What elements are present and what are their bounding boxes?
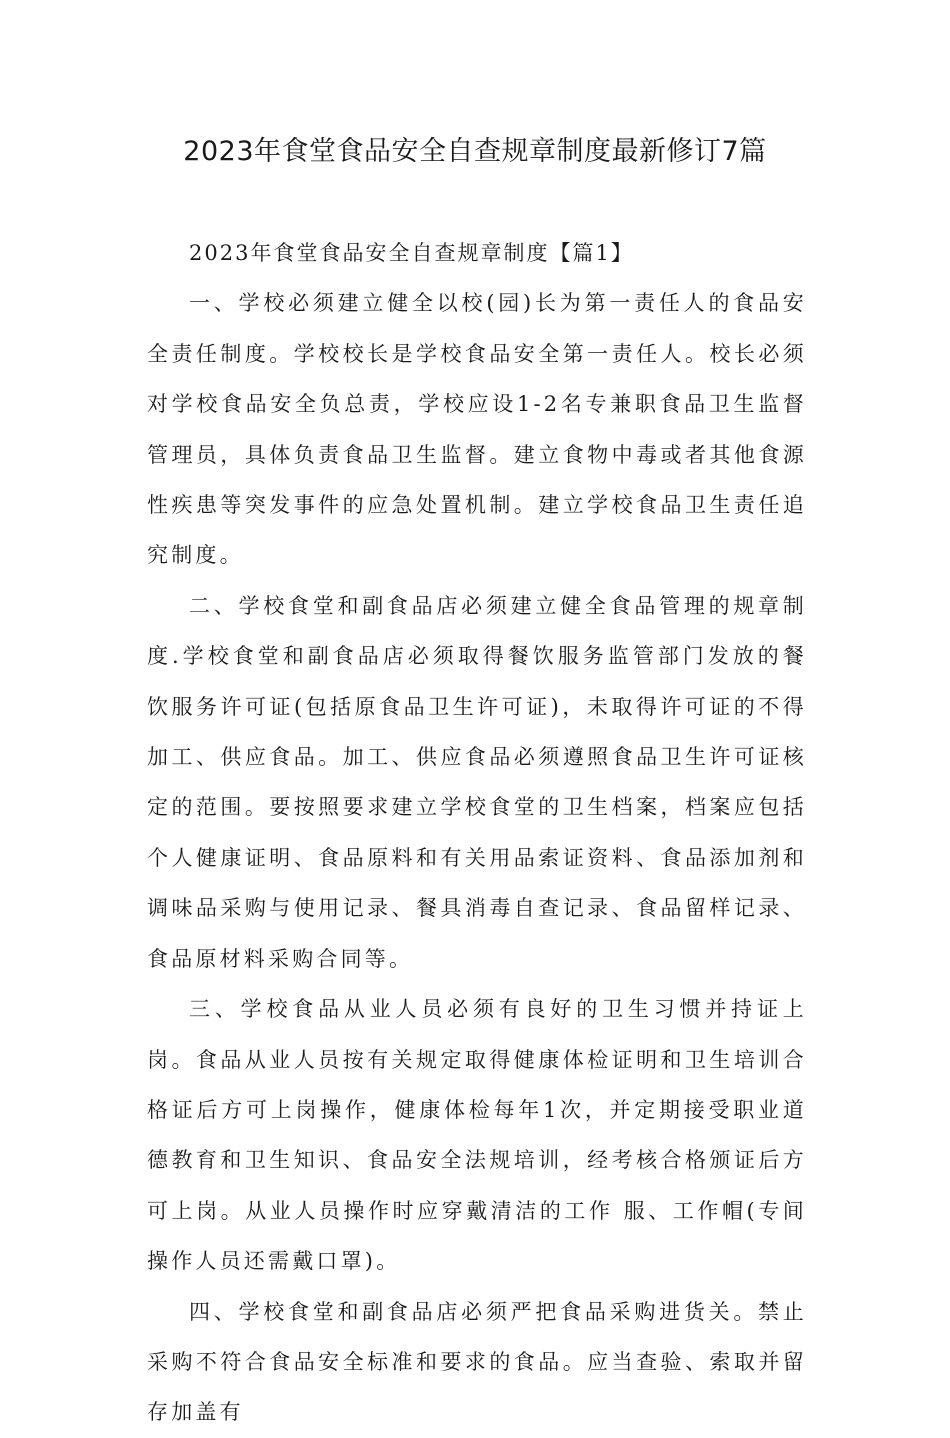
document-title: 2023年食堂食品安全自查规章制度最新修订7篇 bbox=[183, 136, 767, 167]
document-body bbox=[147, 228, 807, 1438]
paragraph-4: 四、学校食堂和副食品店必须严把食品采购进货关。禁止采购不符合食品安全标准和要求的食品。应当查验、索取并留存加盖有 bbox=[147, 1299, 807, 1425]
paragraph-3: 三、学校食品从业人员必须有良好的卫生习惯并持证上岗。食品从业人员按有关规定取得健康体检证明和卫生培训合格证后方可上岗操作，健康体检每年1次，并定期接受职业道德教育和卫生知识、食品安全法规培训，经考核合格颁证后方可上岗。从业人员操作时应穿戴清洁的工作 服、工作帽(专间操作人员还需戴口罩)。 bbox=[147, 997, 807, 1274]
paragraph-1: 一、学校必须建立健全以校(园)长为第一责任人的食品安全责任制度。学校校长是学校食品安全第一责任人。校长必须对学校食品安全负总责，学校应设1-2名专兼职食品卫生监督管理员，具体负责食品卫生监督。建立食物中毒或者其他食源性疾患等突发事件的应急处置机制。建立学校食品卫生责任追究制度。 bbox=[147, 291, 807, 568]
section-heading: 2023年食堂食品安全自查规章制度【篇1】 bbox=[189, 241, 634, 265]
paragraph-2: 二、学校食堂和副食品店必须建立健全食品管理的规章制度.学校食堂和副食品店必须取得餐饮服务监管部门发放的餐饮服务许可证(包括原食品卫生许可证)，未取得许可证的不得加工、供应食品。加工、供应食品必须遵照食品卫生许可证核定的范围。要按照要求建立学校食堂的卫生档案，档案应包括个人健康证明、食品原料和有关用品索证资料、食品添加剂和调味品采购与使用记录、餐具消毒自查记录、食品留样记录、食品原材料采购合同等。 bbox=[147, 593, 807, 971]
